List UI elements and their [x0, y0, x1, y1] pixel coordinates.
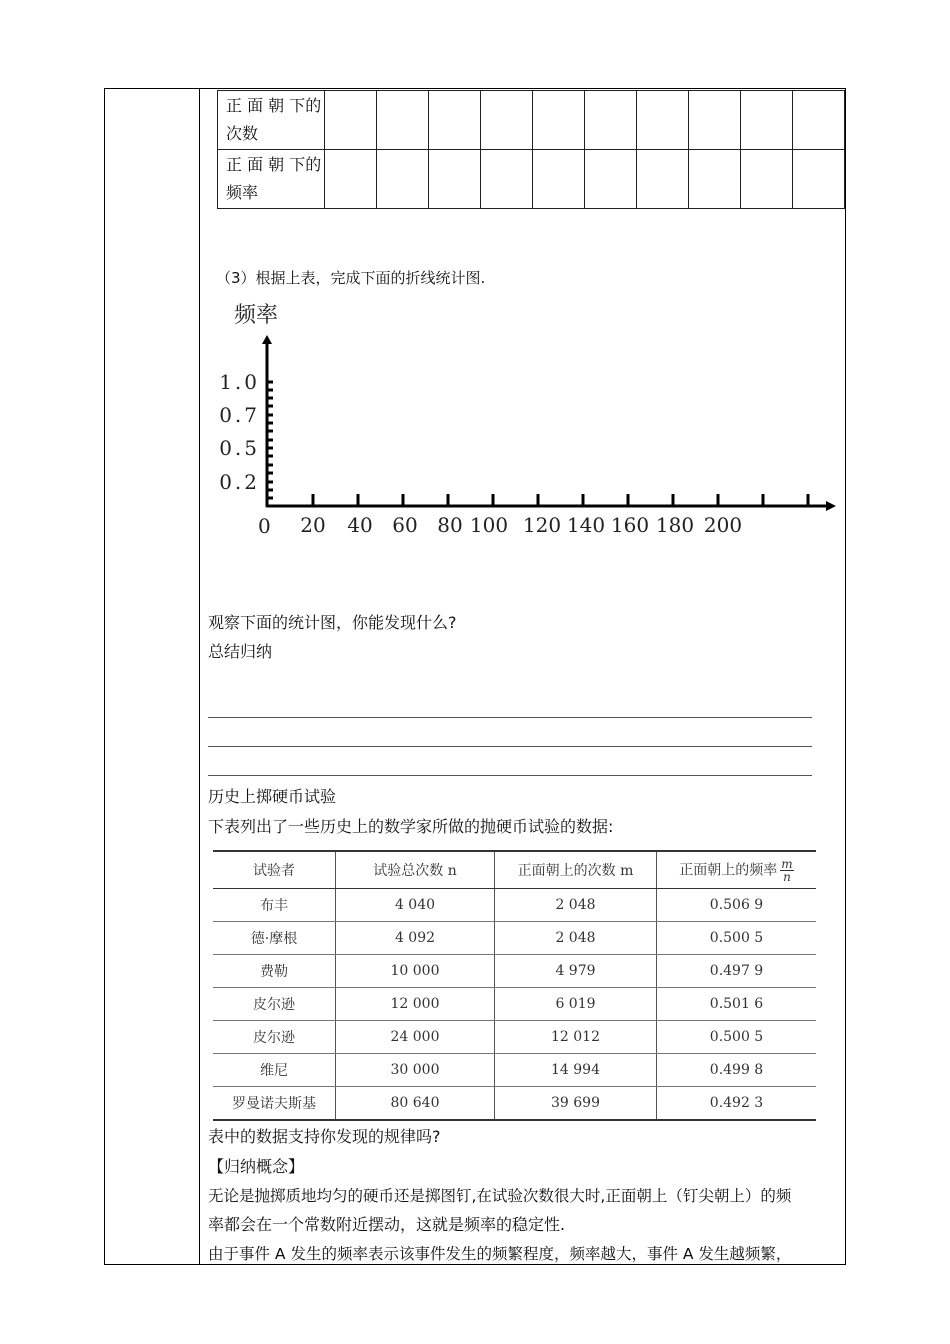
- table-cell[interactable]: [741, 91, 793, 150]
- column-header-label: 正面朝上的频率: [679, 862, 778, 878]
- table-cell[interactable]: [689, 91, 741, 150]
- row-label: 正 面 朝 下的频率: [218, 150, 325, 209]
- heads-frequency-cell: 0.499 8: [657, 1054, 817, 1087]
- frame-bottom-border: [104, 1264, 846, 1265]
- table-row: [213, 1087, 816, 1121]
- experimenter-cell: 布丰: [213, 889, 336, 922]
- table-cell[interactable]: [793, 91, 845, 150]
- table-cell[interactable]: [741, 150, 793, 209]
- heads-frequency-cell: 0.492 3: [657, 1087, 817, 1121]
- column-header: 正面朝上的次数 m: [495, 851, 657, 889]
- heads-frequency-cell: 0.500 5: [657, 1021, 817, 1054]
- x-tick-label: 100: [469, 513, 509, 537]
- heads-count-cell: 39 699: [495, 1087, 657, 1121]
- table-cell[interactable]: [325, 150, 377, 209]
- experimenter-cell: 罗曼诺夫斯基: [213, 1087, 336, 1121]
- heads-count-cell: 2 048: [495, 889, 657, 922]
- x-ticks: [313, 494, 808, 506]
- column-header: 试验总次数 n: [336, 851, 495, 889]
- table-row: [218, 91, 845, 150]
- frame-divider: [199, 88, 200, 1265]
- x-tick-label: 120: [522, 513, 562, 537]
- table-cell[interactable]: [533, 150, 585, 209]
- table-row: [213, 955, 816, 988]
- table-cell[interactable]: [429, 150, 481, 209]
- table-row: [213, 1021, 816, 1054]
- table-cell[interactable]: [585, 150, 637, 209]
- heads-frequency-cell: 0.501 6: [657, 988, 817, 1021]
- total-count-cell: 24 000: [336, 1021, 495, 1054]
- table-cell[interactable]: [377, 91, 429, 150]
- x-tick-label: 80: [437, 513, 463, 537]
- frame-left-border: [104, 88, 105, 1265]
- experimenter-cell: 皮尔逊: [213, 988, 336, 1021]
- experimenter-cell: 费勒: [213, 955, 336, 988]
- y-axis-label: 频率: [234, 303, 279, 328]
- y-tick-labels: [219, 370, 260, 494]
- coin-toss-history-table: [213, 850, 816, 1121]
- concept-line: 无论是抛掷质地均匀的硬币还是掷图钉,在试验次数很大时,正面朝上（钉尖朝上）的频: [208, 1187, 792, 1205]
- column-header-frequency: [657, 851, 817, 889]
- heads-count-cell: 2 048: [495, 922, 657, 955]
- answer-line[interactable]: [208, 717, 812, 718]
- frame-right-border: [845, 88, 846, 1265]
- x-tick-label: 20: [300, 513, 326, 537]
- heads-frequency-cell: 0.497 9: [657, 955, 817, 988]
- experimenter-cell: 维尼: [213, 1054, 336, 1087]
- fraction-m-over-n: [780, 858, 793, 883]
- x-tick-label: 40: [347, 513, 373, 537]
- history-heading: 历史上掷硬币试验: [208, 787, 337, 806]
- fraction-numerator: m: [781, 856, 793, 871]
- x-tick-label: 160: [610, 513, 650, 537]
- table-cell[interactable]: [533, 91, 585, 150]
- table-cell[interactable]: [637, 150, 689, 209]
- table-row: [213, 889, 816, 922]
- table-cell[interactable]: [689, 150, 741, 209]
- table-row: [213, 1054, 816, 1087]
- y-tick-label: 0.2: [219, 470, 260, 494]
- heads-count-cell: 6 019: [495, 988, 657, 1021]
- history-intro: 下表列出了一些历史上的数学家所做的抛硬币试验的数据:: [208, 817, 614, 836]
- total-count-cell: 4 092: [336, 922, 495, 955]
- table-row: [218, 150, 845, 209]
- y-tick-label: 0.7: [219, 403, 260, 427]
- concept-line: 率都会在一个常数附近摆动，这就是频率的稳定性.: [208, 1215, 566, 1234]
- total-count-cell: 80 640: [336, 1087, 495, 1121]
- total-count-cell: 10 000: [336, 955, 495, 988]
- y-tick-label: 1.0: [219, 370, 260, 394]
- total-count-cell: 12 000: [336, 988, 495, 1021]
- experimenter-cell: 德·摩根: [213, 922, 336, 955]
- table-cell[interactable]: [481, 150, 533, 209]
- concept-heading: 【归纳概念】: [208, 1157, 305, 1176]
- table-cell[interactable]: [585, 91, 637, 150]
- observe-question: 观察下面的统计图，你能发现什么?: [208, 613, 457, 632]
- x-tick-label: 200: [703, 513, 743, 537]
- table-cell[interactable]: [377, 150, 429, 209]
- column-header: 试验者: [213, 851, 336, 889]
- table-row: [213, 988, 816, 1021]
- table-cell[interactable]: [481, 91, 533, 150]
- concept-line: 由于事件 A 发生的频率表示该事件发生的频繁程度，频率越大，事件 A 发生越频繁，: [208, 1245, 792, 1263]
- table-header-row: [213, 851, 816, 889]
- answer-line[interactable]: [208, 746, 812, 747]
- x-axis-arrow: [826, 501, 836, 511]
- frequency-line-chart: [200, 290, 845, 550]
- y-tick-label: 0.5: [219, 436, 260, 460]
- x-tick-label: 140: [566, 513, 606, 537]
- heads-frequency-cell: 0.506 9: [657, 889, 817, 922]
- heads-count-cell: 14 994: [495, 1054, 657, 1087]
- row-label: 正 面 朝 下的次数: [218, 91, 325, 150]
- heads-count-cell: 4 979: [495, 955, 657, 988]
- table-row: [213, 922, 816, 955]
- fraction-denominator: n: [783, 869, 791, 884]
- total-count-cell: 30 000: [336, 1054, 495, 1087]
- experimenter-cell: 皮尔逊: [213, 1021, 336, 1054]
- x-tick-labels: [300, 513, 742, 537]
- answer-line[interactable]: [208, 775, 812, 776]
- heads-frequency-cell: 0.500 5: [657, 922, 817, 955]
- table-cell[interactable]: [429, 91, 481, 150]
- summary-heading: 总结归纳: [208, 642, 273, 661]
- x-tick-label: 60: [392, 513, 418, 537]
- heads-count-cell: 12 012: [495, 1021, 657, 1054]
- frequency-record-table: [217, 90, 845, 209]
- x-tick-label: 180: [655, 513, 695, 537]
- table-cell[interactable]: [325, 91, 377, 150]
- chart-instruction: （3）根据上表，完成下面的折线统计图.: [216, 269, 486, 287]
- frame-top-border: [104, 88, 846, 89]
- table-cell[interactable]: [793, 150, 845, 209]
- y-ticks: [267, 382, 273, 498]
- table-cell[interactable]: [637, 91, 689, 150]
- total-count-cell: 4 040: [336, 889, 495, 922]
- question-after-table: 表中的数据支持你发现的规律吗?: [208, 1127, 441, 1146]
- y-axis-arrow: [262, 335, 272, 344]
- x-origin-label: 0: [258, 514, 271, 538]
